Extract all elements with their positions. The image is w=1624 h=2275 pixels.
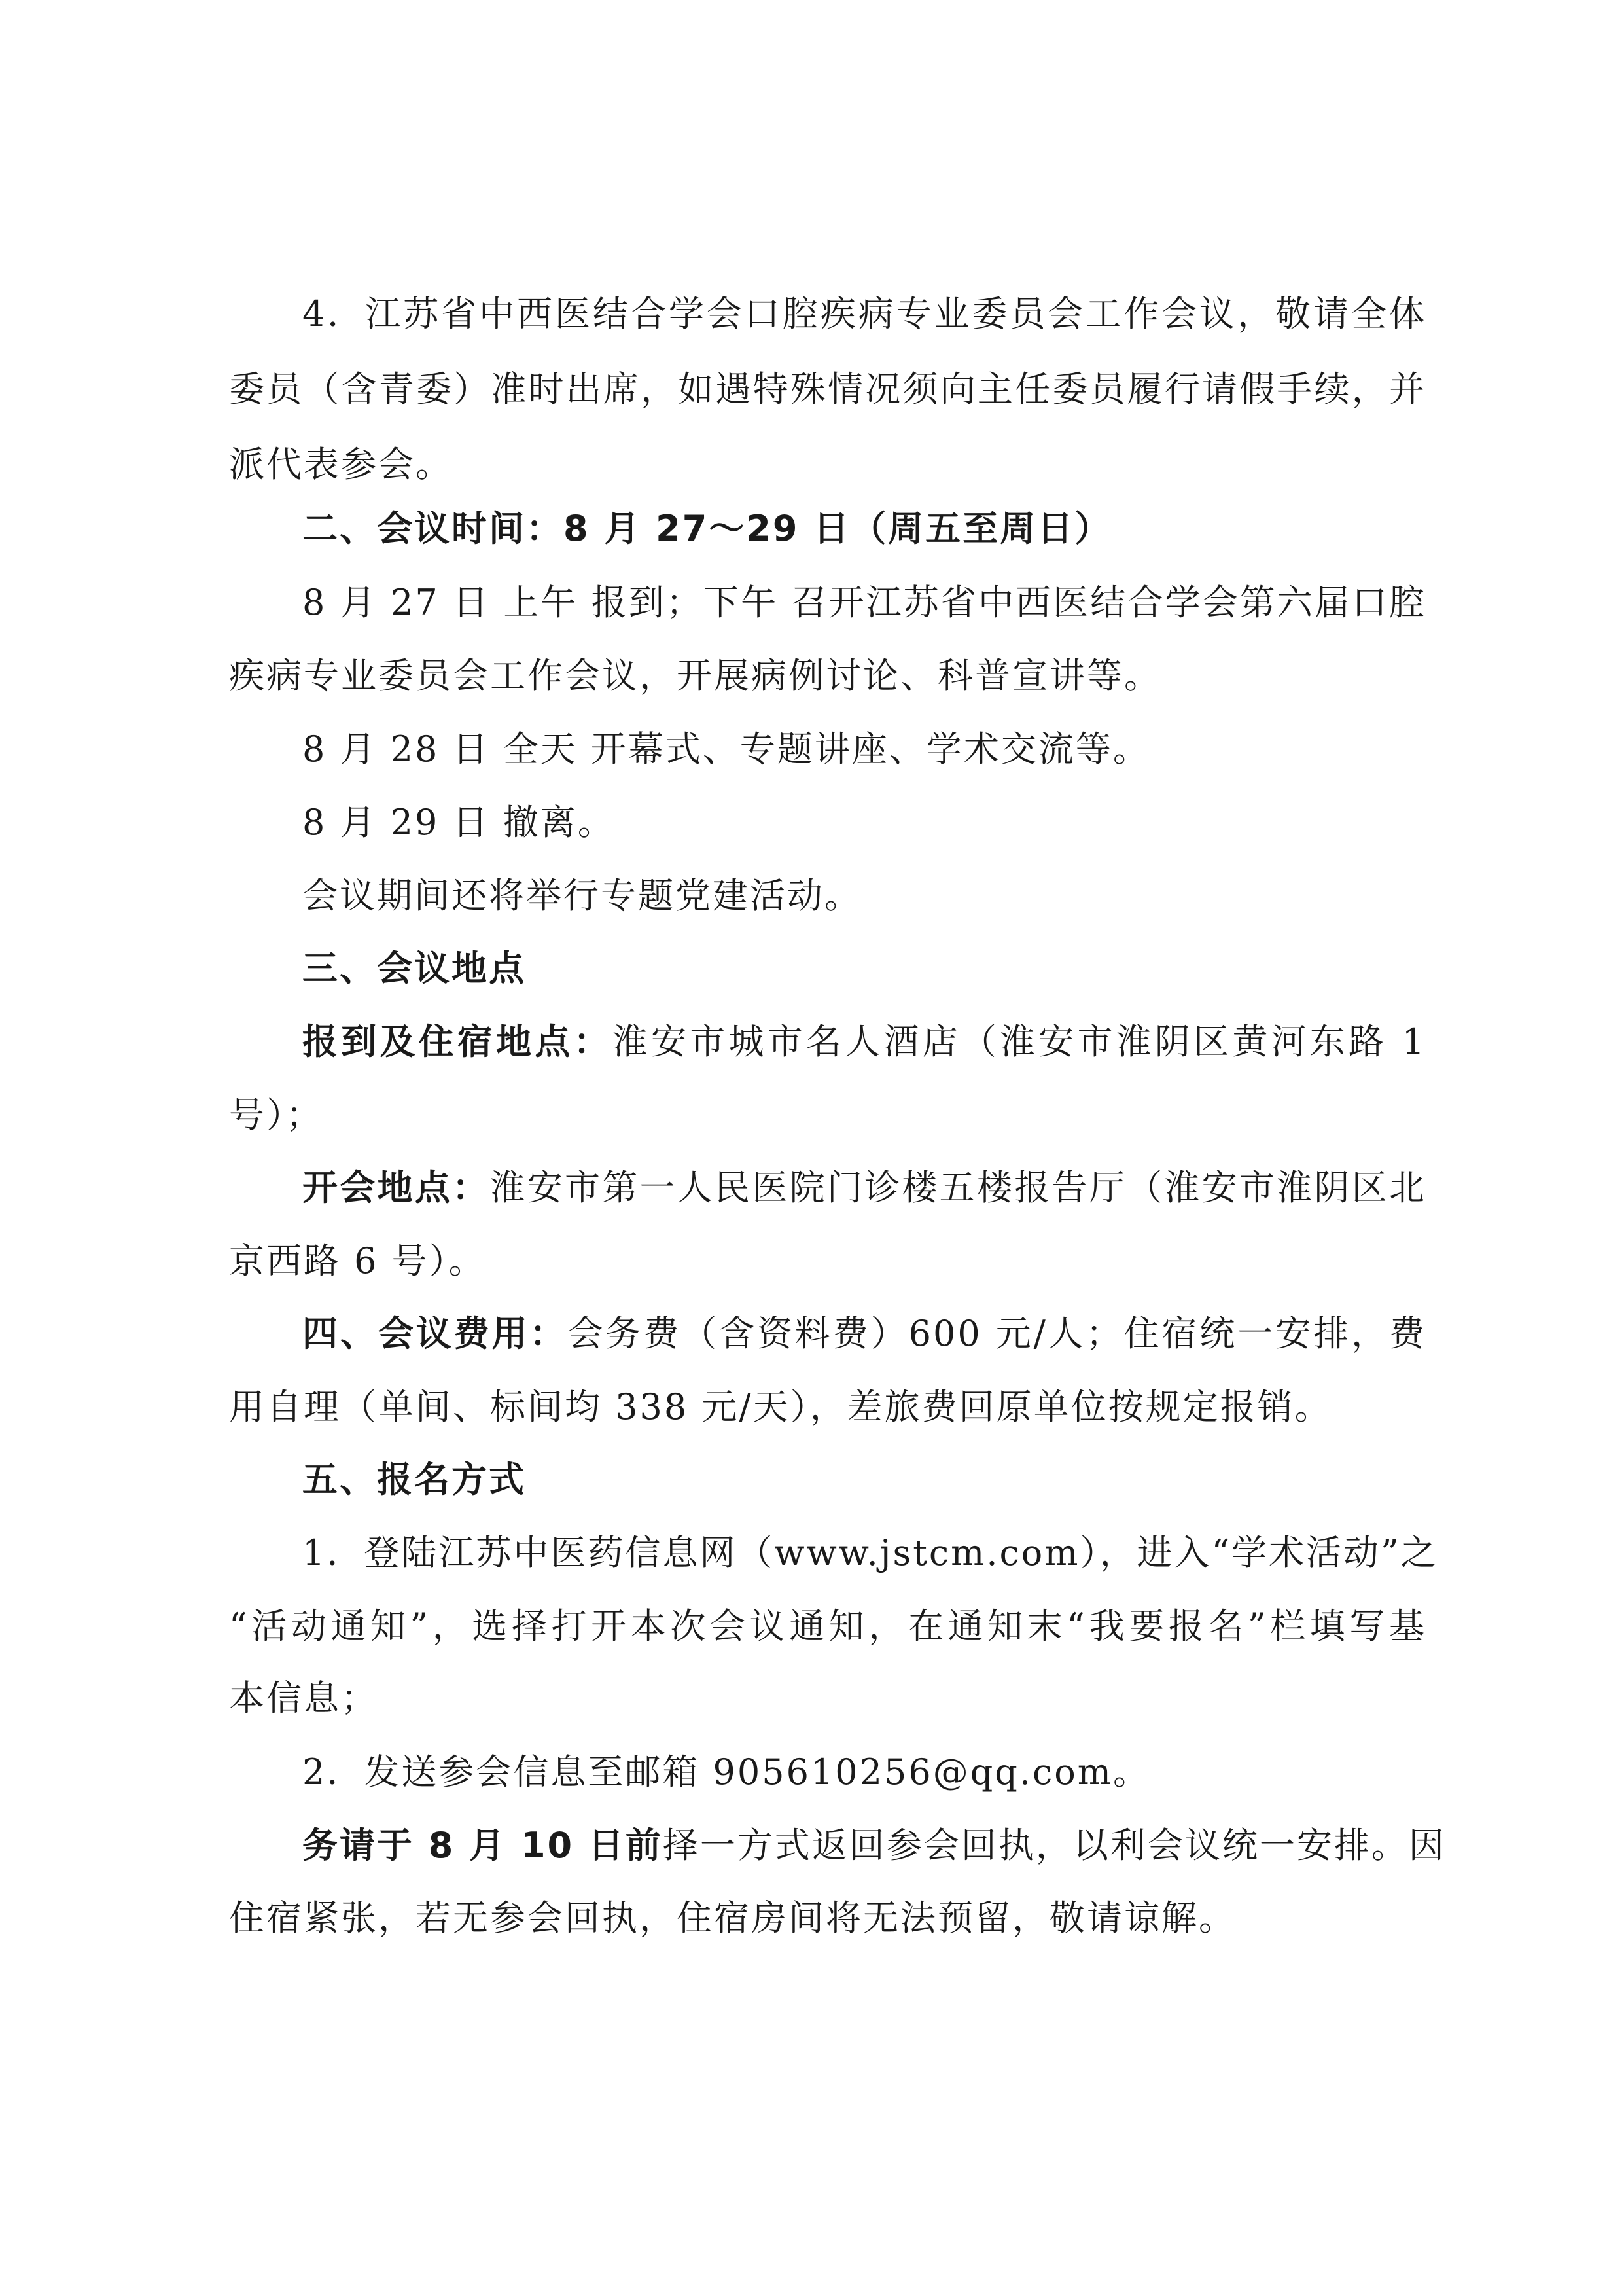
schedule-aug27-line2: 疾病专业委员会工作会议，开展病例讨论、科普宣讲等。 xyxy=(229,655,1161,696)
registration-method1-line3: 本信息； xyxy=(229,1677,378,1719)
deadline-line2: 住宿紧张，若无参会回执，住宿房间将无法预留，敬请谅解。 xyxy=(229,1897,1236,1939)
registration-method1-line1: 1．登陆江苏中医药信息网（www.jstcm.com），进入“学术活动”之 xyxy=(302,1532,1438,1573)
venue-label: 开会地点： xyxy=(302,1167,490,1208)
venue-line1 xyxy=(302,1165,1426,1211)
item4-line2: 委员（含青委）准时出席，如遇特殊情况须向主任委员履行请假手续，并 xyxy=(229,368,1426,410)
section2-heading: 二、会议时间：8 月 27～29 日（周五至周日） xyxy=(302,508,1112,549)
schedule-aug28: 8 月 28 日 全天 开幕式、专题讲座、学术交流等。 xyxy=(302,728,1150,770)
deadline-text: 择一方式返回参会回执，以利会议统一安排。因 xyxy=(662,1825,1446,1866)
schedule-aug29: 8 月 29 日 撤离。 xyxy=(302,802,615,843)
registration-method1-line2: “活动通知”，选择打开本次会议通知，在通知末“我要报名”栏填写基 xyxy=(229,1605,1426,1647)
section5-heading: 五、报名方式 xyxy=(302,1459,526,1500)
item4-line3: 派代表参会。 xyxy=(229,444,453,485)
venue-text: 淮安市第一人民医院门诊楼五楼报告厅（淮安市淮阴区北 xyxy=(489,1167,1427,1208)
checkin-label: 报到及住宿地点： xyxy=(302,1021,612,1062)
checkin-location-line1 xyxy=(302,1019,1426,1065)
schedule-aug27-line1: 8 月 27 日 上午 报到；下午 召开江苏省中西医结合学会第六届口腔 xyxy=(302,582,1426,623)
section3-heading: 三、会议地点 xyxy=(302,948,526,989)
deadline-line1 xyxy=(302,1823,1446,1869)
fees-text: 会务费（含资料费）600 元/人；住宿统一安排，费 xyxy=(567,1313,1426,1354)
deadline-label: 务请于 8 月 10 日前 xyxy=(302,1825,663,1866)
fees-line2: 用自理（单间、标间均 338 元/天），差旅费回原单位按规定报销。 xyxy=(229,1386,1332,1427)
fees-line1 xyxy=(302,1311,1426,1357)
checkin-text: 淮安市城市名人酒店（淮安市淮阴区黄河东路 1 xyxy=(612,1021,1427,1062)
checkin-location-line2: 号）； xyxy=(229,1094,323,1136)
registration-method2: 2．发送参会信息至邮箱 905610256@qq.com。 xyxy=(302,1751,1150,1793)
item4-line1: 4．江苏省中西医结合学会口腔疾病专业委员会工作会议，敬请全体 xyxy=(302,293,1426,334)
section4-heading: 四、会议费用： xyxy=(302,1313,568,1354)
schedule-note: 会议期间还将举行专题党建活动。 xyxy=(302,875,862,916)
venue-line2: 京西路 6 号）。 xyxy=(229,1240,486,1281)
